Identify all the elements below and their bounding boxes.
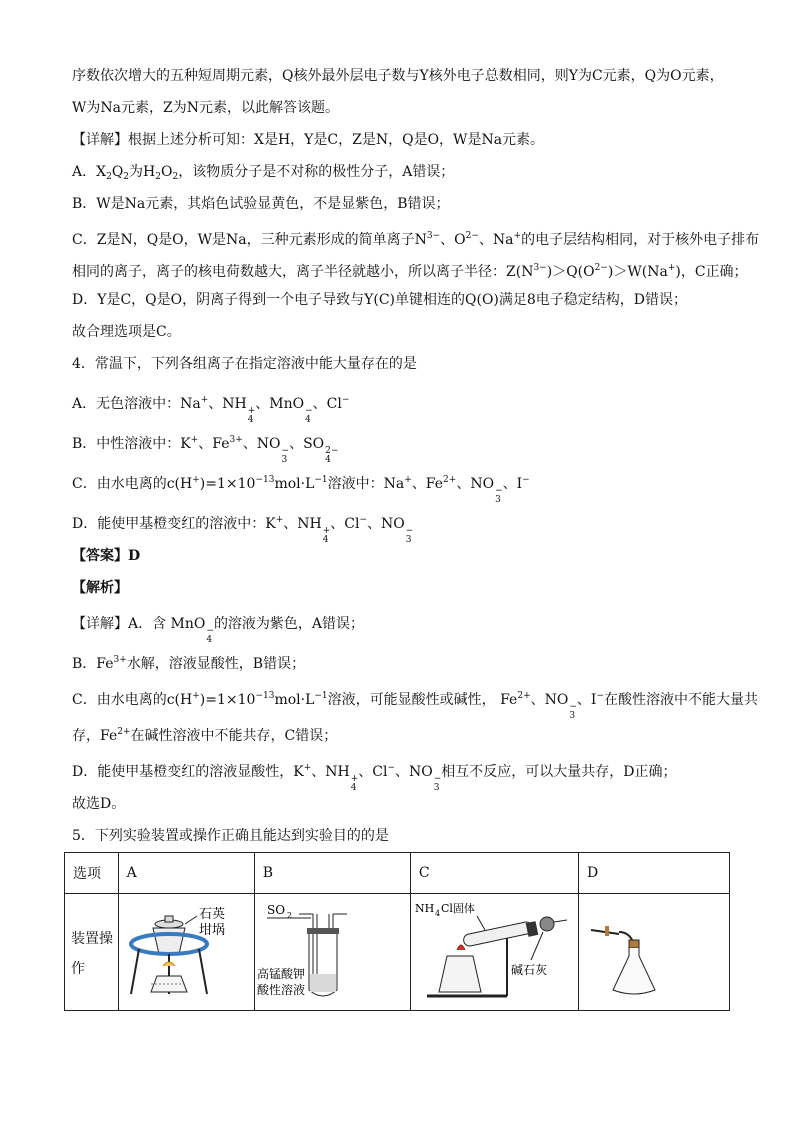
option-explanation-a: A．$X_2Q_2$为$H_2O_2$，该物质分子是不对称的极性分子，A错误； xyxy=(72,164,455,182)
flask-diagram xyxy=(579,894,729,1006)
analysis-option-b: B．$Fe^{3+}$水解，溶液显酸性，B错误； xyxy=(72,655,306,672)
text-line: 序数依次增大的五种短周期元素，Q核外最外层电子数与Y核外电子总数相同，则Y为C元素，Q为O元素， xyxy=(72,68,724,84)
table-header-cell: C xyxy=(410,853,578,894)
option-explanation-d: D．Y是C，Q是O，阴离子得到一个电子导致与Y(C)单键相连的Q(O)满足8电子稳定结构，D错误； xyxy=(72,292,688,308)
table-header-cell: A xyxy=(118,853,254,894)
conclusion-line: 故选D。 xyxy=(72,796,126,812)
table-header-cell: D xyxy=(579,853,730,894)
table-header-row xyxy=(65,853,730,894)
table-header-cell: B xyxy=(254,853,410,894)
question-4-option-b: B．中性溶液中：K+、$Fe^{3+}$、NO − 3 、SO 2− 4 xyxy=(72,435,339,465)
option-a-apparatus xyxy=(118,894,254,1011)
crucible-label: 坩埚 xyxy=(198,923,225,938)
question-4-stem: 4．常温下，下列各组离子在指定溶液中能大量存在的是 xyxy=(72,356,417,372)
options-table xyxy=(64,852,730,1011)
analysis-option-a: 【详解】A．含 MnO − 4 的溶液为紫色，A错误； xyxy=(72,616,365,645)
analysis-option-d: D．能使甲基橙变红的溶液显酸性，K+、NH + 4 、Cl−、NO − 3 相互不反应，可以大量共存，D正确； xyxy=(72,763,677,793)
solid-label: NH xyxy=(414,902,435,915)
table-header-cell: 选项 xyxy=(65,853,119,894)
option-explanation-c: C．Z是N，Q是O，W是Na，三种元素形成的简单离子$N^{3-}$、$O^{2-}$、Na+的电子层结构相同，对于核外电子排布 xyxy=(72,231,760,248)
absorbent-label: 碱石灰 xyxy=(510,963,547,977)
svg-text:2: 2 xyxy=(286,911,292,920)
svg-text:4: 4 xyxy=(434,909,440,918)
crucible-heating-diagram xyxy=(119,894,249,1006)
text-line: 存，$Fe^{2+}$在碱性溶液中不能共存，C错误； xyxy=(72,727,338,744)
option-d-apparatus xyxy=(579,894,730,1011)
conclusion-line: 故合理选项是C。 xyxy=(72,324,181,340)
row-label-cell: 装置操 作 xyxy=(65,894,119,1011)
text-line: 相同的离子，离子的核电荷数越大，离子半径就越小，所以离子半径：$Z(N^{3-})>Q(O^{2-})>W(Na^+)$，C正确； xyxy=(72,263,748,280)
text-line: 【详解】根据上述分析可知：X是H，Y是C，Z是N，Q是O，W是Na元素。 xyxy=(72,132,545,148)
table-row xyxy=(65,894,730,1011)
text-line: W为Na元素，Z为N元素，以此解答该题。 xyxy=(72,100,339,116)
heating-tube-diagram xyxy=(411,894,573,1006)
analysis-heading: 【解析】 xyxy=(72,580,128,596)
crucible-label: 石英 xyxy=(198,907,225,922)
question-5-stem: 5．下列实验装置或操作正确且能达到实验目的的是 xyxy=(72,828,389,844)
option-explanation-b: B．W是Na元素，其焰色试验显黄色，不是显紫色，B错误； xyxy=(72,196,450,212)
option-c-apparatus xyxy=(410,894,578,1011)
answer-label: 【答案】D xyxy=(72,548,141,564)
analysis-option-c: C．由水电离的$c(H^+)=1\times 10^{-13}mol\cdot L^{-1}$溶液，可能显酸性或碱性， $Fe^{2+}$、NO − 3 、I−在酸性溶液中不能大量共 xyxy=(72,691,758,721)
reagent-label: 高锰酸钾 xyxy=(256,967,305,981)
question-4-option-a: A．无色溶液中：Na+、NH + 4 、MnO − 4 、Cl− xyxy=(72,395,350,425)
question-4-option-d: D．能使甲基橙变红的溶液中：K+、NH + 4 、Cl−、NO − 3 xyxy=(72,515,414,545)
gas-label: SO xyxy=(266,903,285,917)
svg-text:Cl固体: Cl固体 xyxy=(440,902,475,915)
question-4-option-c: C．由水电离的$c(H^+)=1\times 10^{-13}mol\cdot L^{-1}$溶液中：Na+、$Fe^{2+}$、NO − 3 、I− xyxy=(72,475,530,505)
gas-washing-diagram xyxy=(255,894,405,1006)
option-b-apparatus xyxy=(254,894,410,1011)
reagent-label: 酸性溶液 xyxy=(256,983,305,997)
